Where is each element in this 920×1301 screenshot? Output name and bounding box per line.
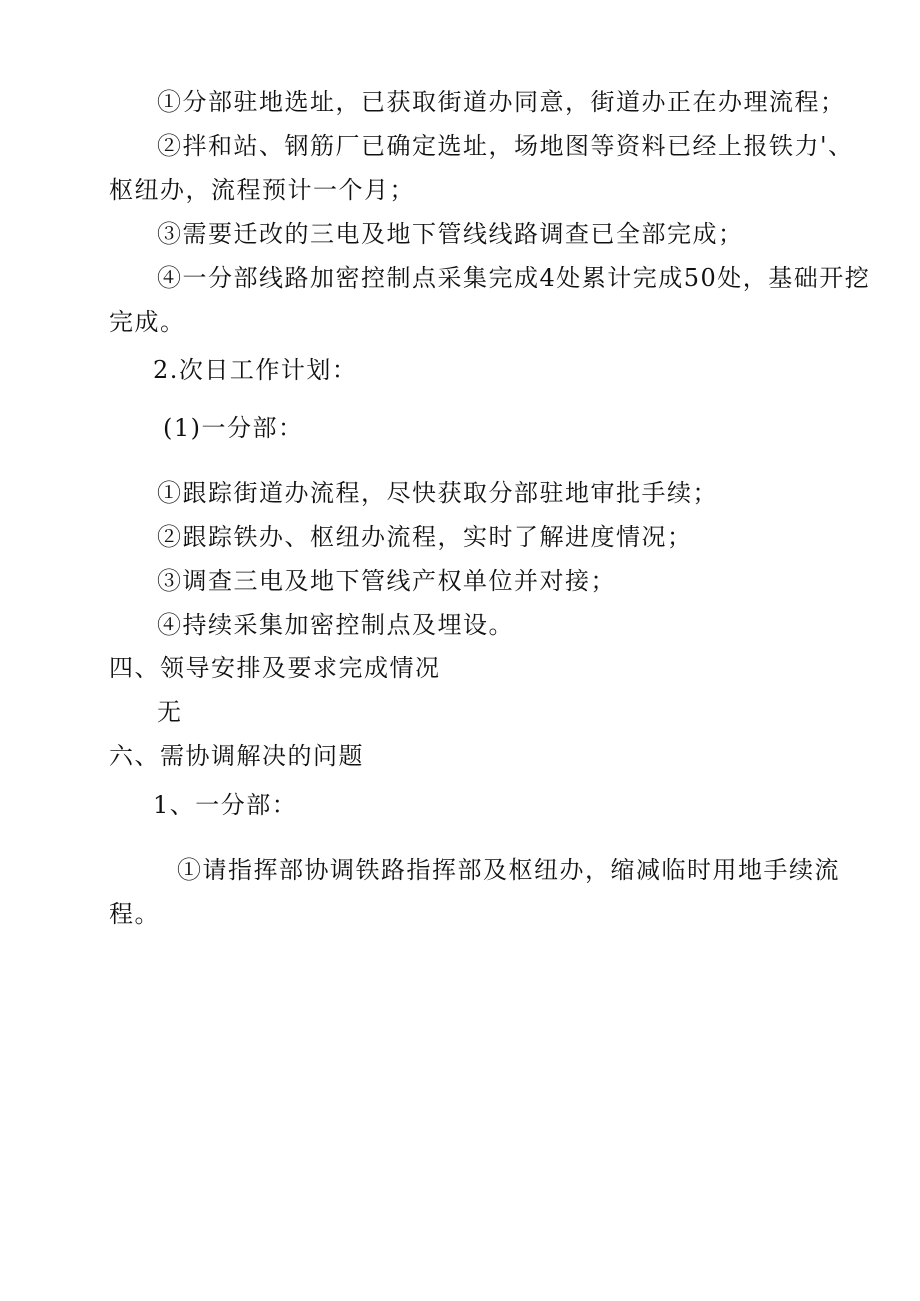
plan-item-4: ④持续采集加密控制点及埋设。 xyxy=(157,611,514,639)
section-six-heading: 六、需协调解决的问题 xyxy=(109,742,364,770)
plan-item-3: ③调查三电及地下管线产权单位并对接； xyxy=(157,567,616,595)
section-four-heading: 四、领导安排及要求完成情况 xyxy=(109,654,441,682)
plan-item-2: ②跟踪铁办、枢纽办流程，实时了解进度情况； xyxy=(157,523,693,551)
progress-item-4-continued: 完成。 xyxy=(109,308,186,336)
progress-item-3: ③需要迁改的三电及地下管线线路调查已全部完成； xyxy=(157,220,744,248)
plan-subheading: (1)一分部： xyxy=(163,414,304,442)
progress-item-4: ④一分部线路加密控制点采集完成4处累计完成50处，基础开挖 xyxy=(157,264,871,292)
section-six-item-1: ①请指挥部协调铁路指挥部及枢纽办，缩减临时用地手续流 xyxy=(177,856,840,884)
section-six-subheading: 1、一分部： xyxy=(153,791,298,819)
plan-heading: 2.次日工作计划： xyxy=(153,356,358,384)
progress-item-2: ②拌和站、钢筋厂已确定选址，场地图等资料已经上报铁力'、 xyxy=(157,132,854,160)
plan-item-1: ①跟踪街道办流程，尽快获取分部驻地审批手续； xyxy=(157,479,718,507)
progress-item-2-continued: 枢纽办，流程预计一个月； xyxy=(109,176,415,204)
progress-item-1: ①分部驻地选址，已获取街道办同意，街道办正在办理流程； xyxy=(157,88,846,116)
section-four-body: 无 xyxy=(157,698,183,726)
section-six-item-1-continued: 程。 xyxy=(109,900,160,928)
